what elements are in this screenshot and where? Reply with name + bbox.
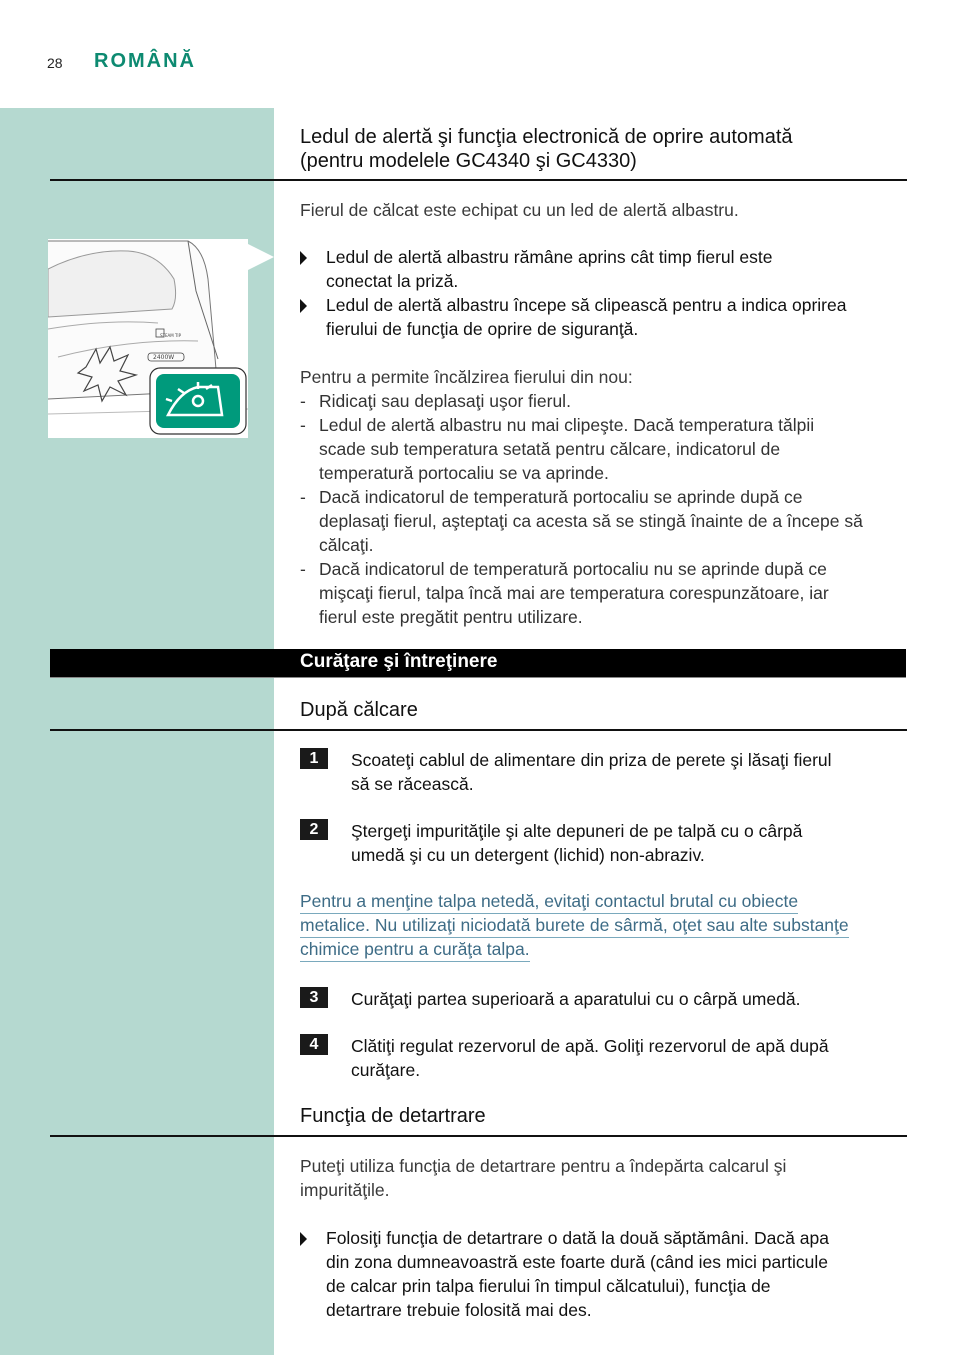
step-number: 2 [300, 819, 328, 840]
dash-item: - Ledul de alertă albastru nu mai clipeşte. Dacă temperatura tălpii scade sub temperatura setată pentru călcare, indicatorul de temperatură portocaliu se va aprinde. [300, 415, 815, 483]
divider [50, 729, 907, 731]
figure-pointer [248, 244, 274, 270]
bullet-arrow-icon [300, 251, 307, 265]
section-bar-title: Curăţare şi întreţinere [300, 651, 498, 672]
subheading-descaling: Funcţia de detartrare [300, 1105, 486, 1127]
iron-drawing [48, 239, 248, 438]
bullet-arrow-icon [300, 299, 307, 313]
descaling-intro: Puteţi utiliza funcţia de detartrare pentru a îndepărta calcarul şi impurităţile. [300, 1156, 787, 1200]
page-number: 28 [47, 55, 63, 71]
bullet-item: Folosiţi funcţia de detartrare o dată la două săptămâni. Dacă apa din zona dumneavoastră este foarte dură (când ies mici particule de calcar prin talpa fierului în timpul călcatului), funcţia de detartrare trebuie folosită mai des. [300, 1226, 910, 1322]
reheat-intro: Pentru a permite încălzirea fierului din nou: [300, 367, 633, 387]
dash-item: - Ridicaţi sau deplasaţi uşor fierul. [300, 391, 571, 411]
intro-text: Fierul de călcat este echipat cu un led de alertă albastru. [300, 200, 739, 220]
divider [50, 179, 907, 181]
section-bar [50, 649, 906, 677]
section-title-line2: (pentru modelele GC4340 şi GC4330) [300, 150, 637, 172]
step-number: 1 [300, 748, 328, 769]
dash-item: - Dacă indicatorul de temperatură portocaliu nu se aprinde după ce mişcaţi fierul, talpa încă mai are temperatura corespunzătoare, iar fierul este pregătit pentru utilizare. [300, 559, 829, 627]
figure-power-label: 2400W [153, 354, 175, 361]
language-heading: ROMÂNĂ [94, 50, 196, 72]
step-item: 2 Ştergeţi impurităţile şi alte depuneri de pe talpă cu o cârpă umedă şi cu un detergent (lichid) non-abraziv. [300, 819, 910, 867]
bullet-item: Ledul de alertă albastru rămâne aprins cât timp fierul este conectat la priză. [300, 245, 910, 293]
step-item: 4 Clătiţi regulat rezervorul de apă. Goliţi rezervorul de apă după curăţare. [300, 1034, 910, 1082]
step-number: 4 [300, 1034, 328, 1055]
iron-illustration [48, 239, 248, 438]
section-bar-underline [50, 677, 906, 678]
figure-steam-label: STEAM TIP [160, 333, 182, 338]
subheading-after-ironing: După călcare [300, 699, 418, 721]
step-number: 3 [300, 987, 328, 1008]
step-item: 3 Curăţaţi partea superioară a aparatului cu o cârpă umedă. [300, 987, 910, 1011]
caution-note: Pentru a menţine talpa netedă, evitaţi contactul brutal cu obiecte metalice. Nu utilizaţi niciodată burete de sârmă, oţet sau alte substanţe chimice pentru a curăţa talpa. [300, 890, 906, 962]
divider [50, 1135, 907, 1137]
step-item: 1 Scoateţi cablul de alimentare din priza de perete şi lăsaţi fierul să se răcească. [300, 748, 910, 796]
bullet-item: Ledul de alertă albastru începe să clipească pentru a indica oprirea fierului de funcţia de oprire de siguranţă. [300, 293, 910, 341]
bullet-arrow-icon [300, 1232, 307, 1246]
section-title-line1: Ledul de alertă şi funcţia electronică de oprire automată [300, 126, 793, 148]
dash-item: - Dacă indicatorul de temperatură portocaliu se aprinde după ce deplasaţi fierul, aşteptaţi ca acesta să se stingă înainte de a începe să călcaţi. [300, 487, 863, 555]
